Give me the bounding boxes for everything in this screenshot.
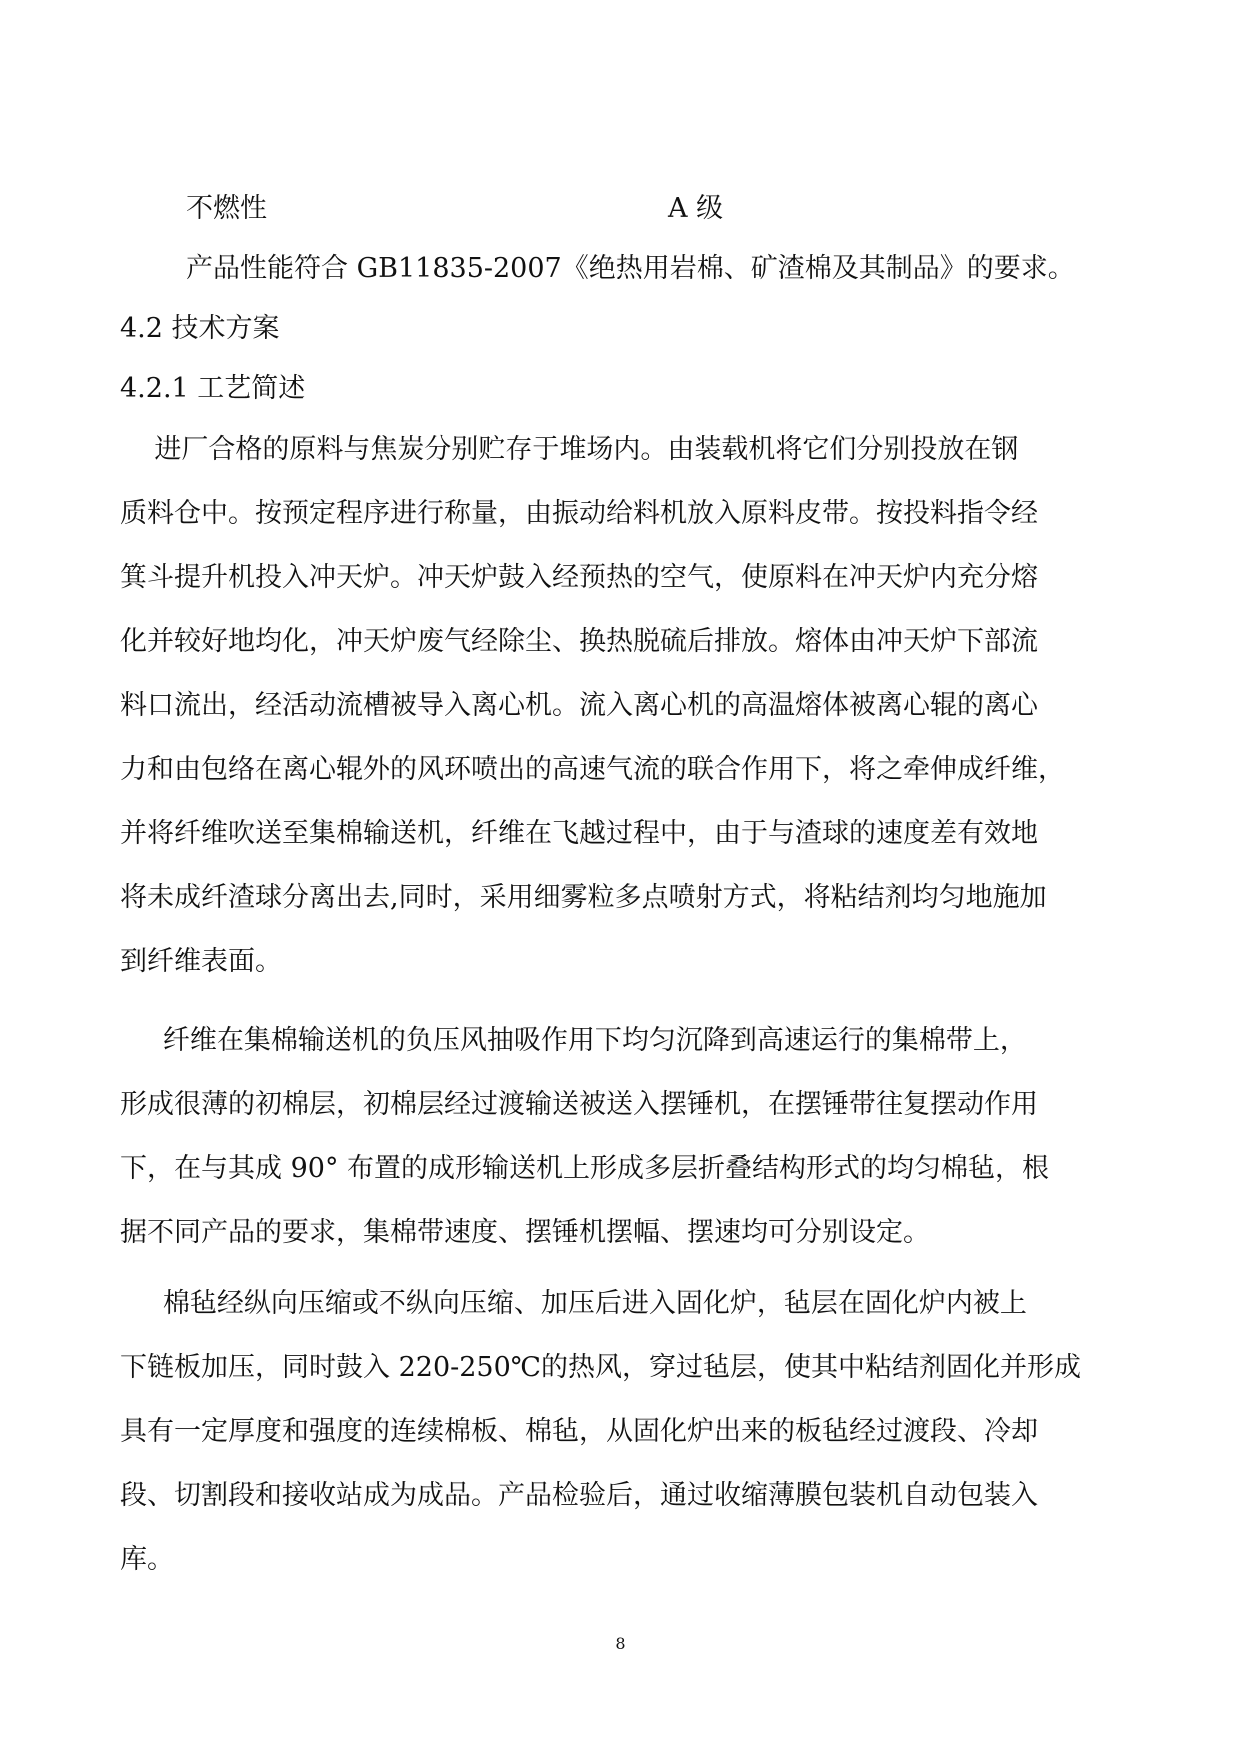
paragraph-line: 下链板加压，同时鼓入 220-250℃的热风，穿过毡层，使其中粘结剂固化并形成 <box>120 1352 1081 1383</box>
paragraph-line: 纤维在集棉输送机的负压风抽吸作用下均匀沉降到高速运行的集棉带上， <box>120 1025 1027 1056</box>
spec-value: A 级 <box>668 193 724 224</box>
paragraph-process-overview <box>120 418 1120 994</box>
paragraph-line: 库。 <box>120 1544 174 1575</box>
paragraph-line: 形成很薄的初棉层，初棉层经过渡输送被送入摆锤机，在摆锤带往复摆动作用 <box>120 1089 1038 1120</box>
paragraph-line: 进厂合格的原料与焦炭分别贮存于堆场内。由装载机将它们分别投放在钢 <box>120 434 1019 465</box>
paragraph-line: 箕斗提升机投入冲天炉。冲天炉鼓入经预热的空气，使原料在冲天炉内充分熔 <box>120 562 1038 593</box>
paragraph-fiber-collection <box>120 1009 1120 1265</box>
spec-name: 不燃性 <box>186 193 267 224</box>
page-number: 8 <box>615 1634 626 1653</box>
subsection-heading: 4.2.1 工艺简述 <box>120 373 306 404</box>
paragraph-line: 到纤维表面。 <box>120 946 282 977</box>
paragraph-line: 力和由包络在离心辊外的风环喷出的高速气流的联合作用下，将之牵伸成纤维， <box>120 754 1065 785</box>
paragraph-line: 棉毡经纵向压缩或不纵向压缩、加压后进入固化炉，毡层在固化炉内被上 <box>120 1288 1027 1319</box>
paragraph-line: 具有一定厚度和强度的连续棉板、棉毡，从固化炉出来的板毡经过渡段、冷却 <box>120 1416 1038 1447</box>
paragraph-curing <box>120 1272 1120 1592</box>
section-heading: 4.2 技术方案 <box>120 313 280 344</box>
paragraph-line: 将未成纤渣球分离出去,同时，采用细雾粒多点喷射方式，将粘结剂均匀地施加 <box>120 882 1047 913</box>
paragraph-line: 下，在与其成 90° 布置的成形输送机上形成多层折叠结构形式的均匀棉毡，根 <box>120 1153 1050 1184</box>
paragraph-line: 并将纤维吹送至集棉输送机，纤维在飞越过程中，由于与渣球的速度差有效地 <box>120 818 1038 849</box>
compliance-text: 产品性能符合 GB11835-2007《绝热用岩棉、矿渣棉及其制品》的要求。 <box>186 253 1075 284</box>
paragraph-line: 段、切割段和接收站成为成品。产品检验后，通过收缩薄膜包装机自动包装入 <box>120 1480 1038 1511</box>
paragraph-line: 化并较好地均化，冲天炉废气经除尘、换热脱硫后排放。熔体由冲天炉下部流 <box>120 626 1038 657</box>
spec-row-nonflammability <box>186 177 1086 241</box>
paragraph-line: 质料仓中。按预定程序进行称量，由振动给料机放入原料皮带。按投料指令经 <box>120 498 1038 529</box>
paragraph-line: 据不同产品的要求，集棉带速度、摆锤机摆幅、摆速均可分别设定。 <box>120 1217 930 1248</box>
paragraph-line: 料口流出，经活动流槽被导入离心机。流入离心机的高温熔体被离心辊的离心 <box>120 690 1038 721</box>
